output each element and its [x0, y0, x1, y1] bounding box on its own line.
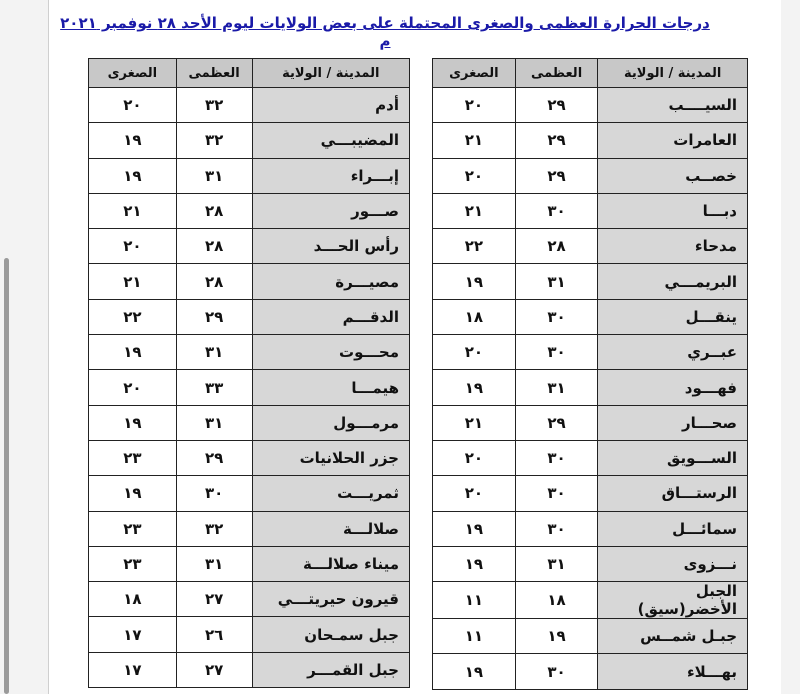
- city-cell: ميناء صلالـــة: [252, 546, 409, 581]
- min-temp-cell: ٢٠: [433, 440, 516, 475]
- city-cell: الرستـــاق: [598, 476, 748, 511]
- min-temp-cell: ٢٠: [89, 370, 177, 405]
- max-temp-cell: ٣١: [176, 158, 252, 193]
- min-temp-cell: ٢٠: [433, 158, 516, 193]
- min-temp-cell: ١١: [433, 619, 516, 654]
- min-temp-cell: ١٩: [89, 405, 177, 440]
- table-header-row: [433, 59, 748, 88]
- max-temp-cell: ٣٣: [176, 370, 252, 405]
- min-temp-cell: ١٨: [433, 299, 516, 334]
- table-row: [433, 405, 748, 440]
- city-cell: ينقـــل: [598, 299, 748, 334]
- max-temp-cell: ٣٠: [515, 654, 598, 689]
- table-row: [89, 440, 410, 475]
- city-cell: رأس الحـــد: [252, 229, 409, 264]
- min-temp-cell: ١٩: [433, 264, 516, 299]
- table-row: [89, 229, 410, 264]
- table-header-row: [89, 59, 410, 88]
- max-temp-cell: ١٨: [515, 582, 598, 619]
- max-temp-cell: ٢٨: [176, 193, 252, 228]
- table-row: [433, 370, 748, 405]
- min-temp-cell: ٢٠: [89, 229, 177, 264]
- city-cell: بهـــلاء: [598, 654, 748, 689]
- max-temp-cell: ٣٢: [176, 123, 252, 158]
- max-temp-cell: ٢٩: [176, 440, 252, 475]
- city-cell: صلالـــة: [252, 511, 409, 546]
- table-row: [433, 654, 748, 689]
- min-temp-cell: ١٩: [433, 654, 516, 689]
- max-temp-cell: ٣٠: [515, 476, 598, 511]
- city-cell: مدحاء: [598, 229, 748, 264]
- city-cell: جزر الحلانيات: [252, 440, 409, 475]
- city-cell: إبـــراء: [252, 158, 409, 193]
- city-cell: الدقـــم: [252, 299, 409, 334]
- table-row: [89, 193, 410, 228]
- table-row: [433, 88, 748, 123]
- max-temp-cell: ٣١: [515, 370, 598, 405]
- min-temp-cell: ٢٢: [433, 229, 516, 264]
- min-temp-cell: ١٩: [433, 370, 516, 405]
- min-temp-cell: ٢٠: [433, 335, 516, 370]
- table-row: [89, 405, 410, 440]
- header-max: العظمى: [176, 59, 252, 88]
- table-row: [89, 264, 410, 299]
- max-temp-cell: ٣٢: [176, 88, 252, 123]
- header-city: المدينة / الولاية: [252, 59, 409, 88]
- scrollbar[interactable]: [4, 258, 9, 694]
- max-temp-cell: ٣١: [176, 405, 252, 440]
- header-min: الصغرى: [89, 59, 177, 88]
- table-row: [433, 582, 748, 619]
- table-row: [89, 546, 410, 581]
- max-temp-cell: ٣٠: [515, 511, 598, 546]
- table-row: [433, 123, 748, 158]
- table-row: [433, 476, 748, 511]
- table-row: [89, 476, 410, 511]
- header-city: المدينة / الولاية: [598, 59, 748, 88]
- table-row: [89, 511, 410, 546]
- max-temp-cell: ٣٠: [515, 440, 598, 475]
- city-cell: صحـــار: [598, 405, 748, 440]
- city-cell: هيمـــا: [252, 370, 409, 405]
- city-cell: جبـل شمــس: [598, 619, 748, 654]
- max-temp-cell: ١٩: [515, 619, 598, 654]
- city-cell: الجبل الأخضر(سيق): [598, 582, 748, 619]
- table-row: [89, 158, 410, 193]
- max-temp-cell: ٣٢: [176, 511, 252, 546]
- city-cell: مرمـــول: [252, 405, 409, 440]
- max-temp-cell: ٢٧: [176, 652, 252, 687]
- city-cell: جبل القمـــر: [252, 652, 409, 687]
- city-cell: المضيبـــي: [252, 123, 409, 158]
- city-cell: فهـــود: [598, 370, 748, 405]
- city-cell: محـــوت: [252, 335, 409, 370]
- max-temp-cell: ٢٩: [515, 123, 598, 158]
- table-row: [89, 582, 410, 617]
- table-row: [89, 123, 410, 158]
- table-body-left: [89, 88, 410, 688]
- max-temp-cell: ٣٠: [176, 476, 252, 511]
- min-temp-cell: ١٩: [89, 476, 177, 511]
- min-temp-cell: ١٧: [89, 617, 177, 652]
- max-temp-cell: ٢٩: [176, 299, 252, 334]
- table-row: [433, 158, 748, 193]
- city-cell: صـــور: [252, 193, 409, 228]
- min-temp-cell: ٢٣: [89, 440, 177, 475]
- max-temp-cell: ٣١: [176, 335, 252, 370]
- min-temp-cell: ١٧: [89, 652, 177, 687]
- min-temp-cell: ١١: [433, 582, 516, 619]
- table-row: [433, 299, 748, 334]
- max-temp-cell: ٢٩: [515, 158, 598, 193]
- header-max: العظمى: [515, 59, 598, 88]
- max-temp-cell: ٢٨: [176, 264, 252, 299]
- max-temp-cell: ٢٦: [176, 617, 252, 652]
- max-temp-cell: ٣١: [515, 264, 598, 299]
- max-temp-cell: ٢٩: [515, 88, 598, 123]
- table-row: [433, 264, 748, 299]
- min-temp-cell: ٢١: [89, 264, 177, 299]
- table-row: [433, 619, 748, 654]
- min-temp-cell: ٢٣: [89, 511, 177, 546]
- table-row: [89, 370, 410, 405]
- min-temp-cell: ٢١: [89, 193, 177, 228]
- min-temp-cell: ١٩: [433, 546, 516, 581]
- city-cell: السيــــب: [598, 88, 748, 123]
- table-row: [433, 546, 748, 581]
- table-row: [433, 193, 748, 228]
- table-row: [89, 88, 410, 123]
- min-temp-cell: ١٩: [89, 158, 177, 193]
- min-temp-cell: ١٨: [89, 582, 177, 617]
- min-temp-cell: ٢١: [433, 123, 516, 158]
- max-temp-cell: ٢٨: [176, 229, 252, 264]
- table-row: [433, 335, 748, 370]
- min-temp-cell: ١٩: [89, 335, 177, 370]
- city-cell: جبل سمـحان: [252, 617, 409, 652]
- city-cell: ثمريـــت: [252, 476, 409, 511]
- city-cell: سمائـــل: [598, 511, 748, 546]
- max-temp-cell: ٣١: [515, 546, 598, 581]
- max-temp-cell: ٢٨: [515, 229, 598, 264]
- table-row: [433, 229, 748, 264]
- min-temp-cell: ٢٠: [89, 88, 177, 123]
- temperature-table-right: [432, 58, 748, 690]
- table-row: [433, 440, 748, 475]
- max-temp-cell: ٣٠: [515, 299, 598, 334]
- header-min: الصغرى: [433, 59, 516, 88]
- city-cell: الســـويق: [598, 440, 748, 475]
- max-temp-cell: ٢٩: [515, 405, 598, 440]
- table-row: [89, 299, 410, 334]
- table-body-right: [433, 88, 748, 690]
- table-row: [89, 652, 410, 687]
- table-row: [89, 617, 410, 652]
- min-temp-cell: ٢٠: [433, 88, 516, 123]
- city-cell: أدم: [252, 88, 409, 123]
- city-cell: دبـــا: [598, 193, 748, 228]
- max-temp-cell: ٣٠: [515, 193, 598, 228]
- min-temp-cell: ١٩: [89, 123, 177, 158]
- city-cell: العامرات: [598, 123, 748, 158]
- temperature-table-left: [88, 58, 410, 688]
- page-title: درجات الحرارة العظمى والصغرى المحتملة على بعض الولايات ليوم الأحد ٢٨ نوفمبر ٢٠٢١ م: [60, 14, 710, 50]
- min-temp-cell: ٢٣: [89, 546, 177, 581]
- city-cell: البريمـــي: [598, 264, 748, 299]
- max-temp-cell: ٣٠: [515, 335, 598, 370]
- min-temp-cell: ٢١: [433, 405, 516, 440]
- min-temp-cell: ٢٠: [433, 476, 516, 511]
- city-cell: قيرون حيريتـــي: [252, 582, 409, 617]
- min-temp-cell: ١٩: [433, 511, 516, 546]
- max-temp-cell: ٣١: [176, 546, 252, 581]
- table-row: [433, 511, 748, 546]
- city-cell: مصيـــرة: [252, 264, 409, 299]
- min-temp-cell: ٢٢: [89, 299, 177, 334]
- city-cell: عبــري: [598, 335, 748, 370]
- min-temp-cell: ٢١: [433, 193, 516, 228]
- max-temp-cell: ٢٧: [176, 582, 252, 617]
- city-cell: نـــزوى: [598, 546, 748, 581]
- table-row: [89, 335, 410, 370]
- city-cell: خصــب: [598, 158, 748, 193]
